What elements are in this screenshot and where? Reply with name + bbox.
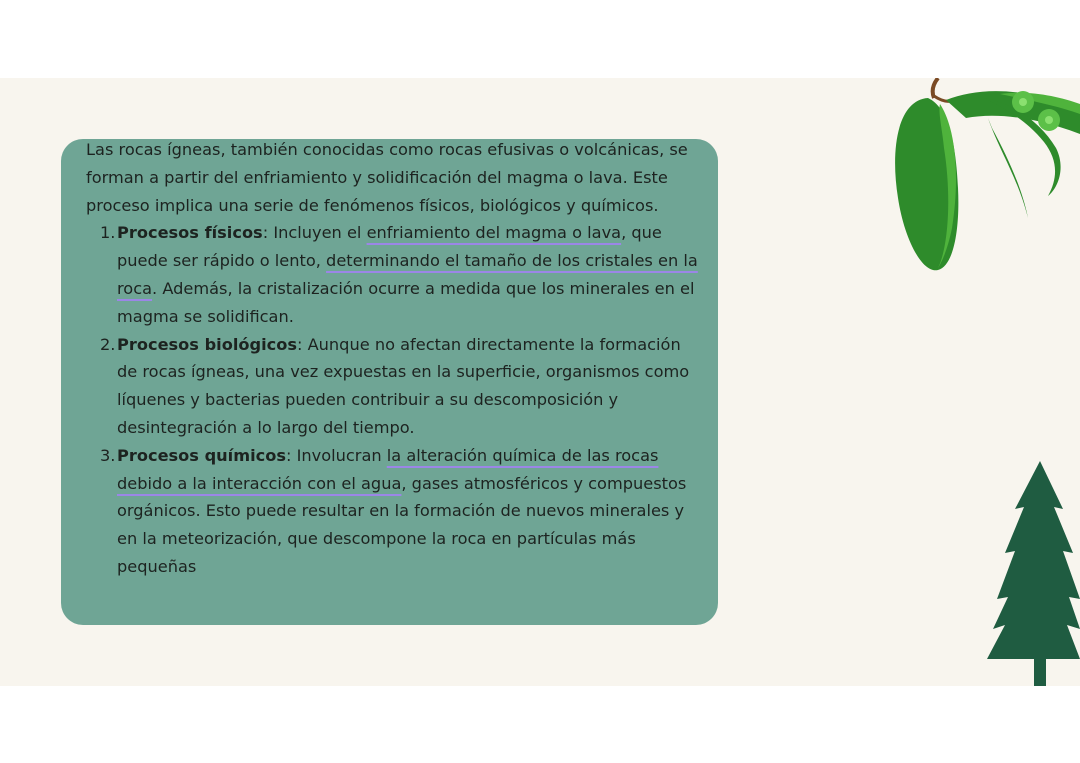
list-number: 2. (100, 334, 116, 354)
list-item-biological: 2. Procesos biológicos: Aunque no afectan directamente la formación de rocas ígneas, una vez expuestas en la superficie, organismos como líquenes y bacterias pueden contribuir a su descomposición y desintegración a lo largo del tiempo. (117, 331, 706, 442)
list-item-title: Procesos químicos (117, 445, 286, 465)
text-block (86, 136, 706, 581)
highlighted-phrase: determinando el tamaño de los cristales en la roca (117, 251, 698, 298)
pine-tree-icon (975, 461, 1080, 686)
list-number: 1. (100, 223, 116, 243)
intro-paragraph: Las rocas ígneas, también conocidas como rocas efusivas o volcánicas, se forman a partir del enfriamiento y solidificación del magma o lava. Este proceso implica una serie de fenómenos físicos, biológicos y químicos. (86, 140, 688, 215)
process-list (86, 219, 706, 580)
highlighted-phrase: la alteración química de las rocas debido a la interacción con el agua (117, 445, 659, 493)
pea-plant-icon (888, 78, 1080, 278)
slide (0, 78, 1080, 686)
list-item-title: Procesos biológicos (117, 334, 297, 354)
highlighted-phrase: enfriamiento del magma o lava (366, 223, 622, 243)
list-item-title: Procesos físicos (117, 223, 263, 243)
list-item-chemical: 3. Procesos químicos: Involucran la alteración química de las rocas debido a la interacción con el agua, gases atmosféricos y compuestos orgánicos. Esto puede resultar en la formación de nuevos minerales y en la meteorización, que descompone la roca en partículas más pequeñas (117, 442, 706, 581)
list-number: 3. (100, 445, 116, 465)
list-item-physical: 1. Procesos físicos: Incluyen el enfriamiento del magma o lava, que puede ser rápido o lento, determinando el tamaño de los cristales en la roca. Además, la cristalización ocurre a medida que los minerales en el magma se solidifican. (117, 219, 706, 330)
